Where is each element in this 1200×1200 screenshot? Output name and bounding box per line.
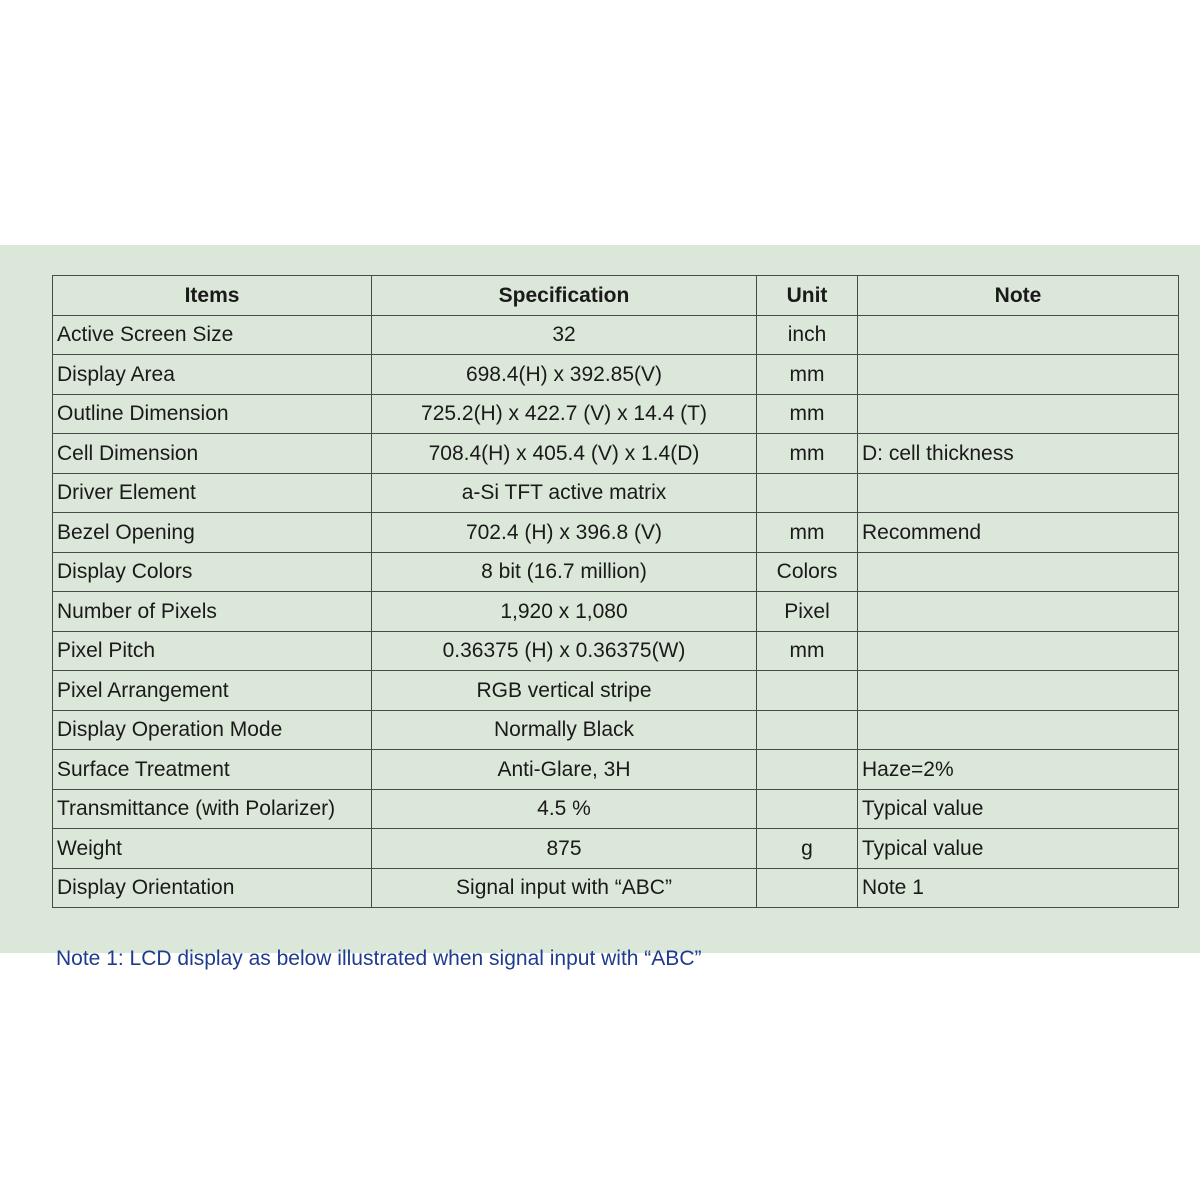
note-cell: Recommend: [858, 513, 1179, 553]
item-cell: Driver Element: [53, 473, 372, 513]
table-row: [53, 355, 1179, 395]
item-cell: Bezel Opening: [53, 513, 372, 553]
table-row: [53, 631, 1179, 671]
table-row: [53, 473, 1179, 513]
unit-cell: [757, 750, 858, 790]
footnote-text-cut-off: Note 1: LCD display as below illustrated when signal input with “ABC”: [56, 947, 702, 970]
unit-cell: mm: [757, 355, 858, 395]
spec-cell: a-Si TFT active matrix: [372, 473, 757, 513]
spec-cell: Anti-Glare, 3H: [372, 750, 757, 790]
item-cell: Transmittance (with Polarizer): [53, 789, 372, 829]
item-cell: Display Operation Mode: [53, 710, 372, 750]
note-cell: [858, 592, 1179, 632]
unit-cell: inch: [757, 315, 858, 355]
unit-cell: [757, 789, 858, 829]
item-cell: Weight: [53, 829, 372, 869]
spec-cell: Signal input with “ABC”: [372, 868, 757, 908]
spec-cell: 725.2(H) x 422.7 (V) x 14.4 (T): [372, 394, 757, 434]
item-cell: Surface Treatment: [53, 750, 372, 790]
table-row: [53, 829, 1179, 869]
spec-cell: 8 bit (16.7 million): [372, 552, 757, 592]
header-unit: Unit: [757, 276, 858, 316]
table-row: [53, 513, 1179, 553]
note-cell: Note 1: [858, 868, 1179, 908]
table-row: [53, 592, 1179, 632]
unit-cell: [757, 868, 858, 908]
table-header-row: [53, 276, 1179, 316]
spec-cell: 702.4 (H) x 396.8 (V): [372, 513, 757, 553]
table-row: [53, 315, 1179, 355]
note-cell: [858, 631, 1179, 671]
item-cell: Active Screen Size: [53, 315, 372, 355]
note-cell: Typical value: [858, 829, 1179, 869]
table-row: [53, 750, 1179, 790]
unit-cell: Colors: [757, 552, 858, 592]
unit-cell: [757, 671, 858, 711]
item-cell: Display Orientation: [53, 868, 372, 908]
spec-cell: 0.36375 (H) x 0.36375(W): [372, 631, 757, 671]
note-cell: [858, 552, 1179, 592]
table-row: [53, 394, 1179, 434]
table-row: [53, 789, 1179, 829]
spec-cell: 1,920 x 1,080: [372, 592, 757, 632]
item-cell: Outline Dimension: [53, 394, 372, 434]
header-specification: Specification: [372, 276, 757, 316]
specification-table: [52, 275, 1179, 908]
note-cell: [858, 315, 1179, 355]
table-row: [53, 552, 1179, 592]
spec-cell: 4.5 %: [372, 789, 757, 829]
unit-cell: mm: [757, 513, 858, 553]
spec-cell: 698.4(H) x 392.85(V): [372, 355, 757, 395]
note-cell: [858, 473, 1179, 513]
note-cell: [858, 394, 1179, 434]
note-cell: [858, 355, 1179, 395]
unit-cell: Pixel: [757, 592, 858, 632]
item-cell: Display Area: [53, 355, 372, 395]
unit-cell: mm: [757, 394, 858, 434]
spec-cell: 708.4(H) x 405.4 (V) x 1.4(D): [372, 434, 757, 474]
unit-cell: [757, 473, 858, 513]
item-cell: Cell Dimension: [53, 434, 372, 474]
unit-cell: mm: [757, 434, 858, 474]
header-note: Note: [858, 276, 1179, 316]
item-cell: Pixel Pitch: [53, 631, 372, 671]
table-row: [53, 710, 1179, 750]
note-cell: [858, 671, 1179, 711]
header-items: Items: [53, 276, 372, 316]
unit-cell: mm: [757, 631, 858, 671]
item-cell: Display Colors: [53, 552, 372, 592]
table-row: [53, 671, 1179, 711]
note-cell: [858, 710, 1179, 750]
note-cell: Haze=2%: [858, 750, 1179, 790]
unit-cell: g: [757, 829, 858, 869]
spec-cell: 32: [372, 315, 757, 355]
spec-cell: RGB vertical stripe: [372, 671, 757, 711]
table-row: [53, 868, 1179, 908]
table-row: [53, 434, 1179, 474]
note-cell: D: cell thickness: [858, 434, 1179, 474]
unit-cell: [757, 710, 858, 750]
spec-cell: Normally Black: [372, 710, 757, 750]
note-cell: Typical value: [858, 789, 1179, 829]
spec-cell: 875: [372, 829, 757, 869]
item-cell: Pixel Arrangement: [53, 671, 372, 711]
item-cell: Number of Pixels: [53, 592, 372, 632]
